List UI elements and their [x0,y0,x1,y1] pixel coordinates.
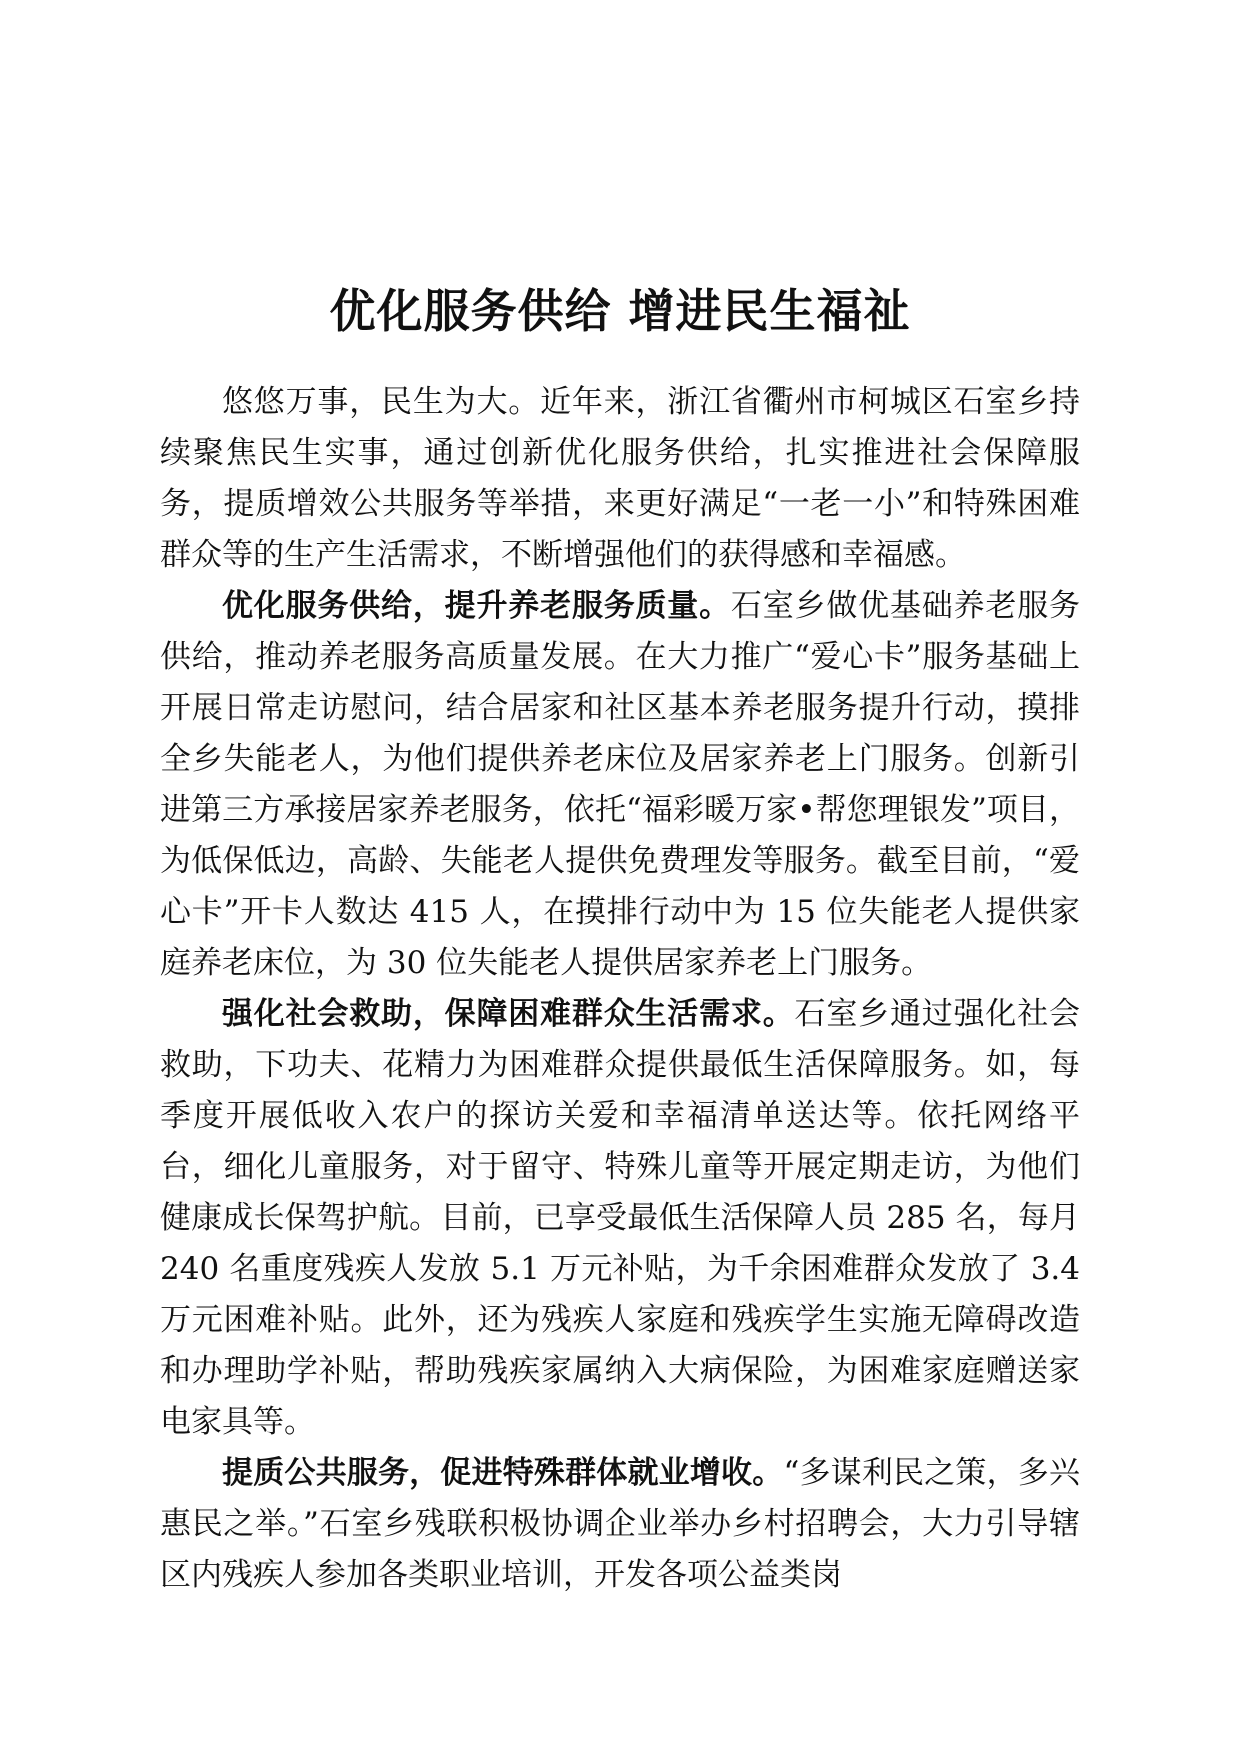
paragraph-text: “多谋利民之策，多兴惠民之举。”石室乡残联积极协调企业举办乡村招聘会，大力引导辖区内残疾人参加各类职业培训，开发各项公益类岗 [160,1455,1080,1593]
paragraph-lead: 提质公共服务，促进特殊群体就业增收。 [222,1455,784,1491]
paragraph-text: 悠悠万事，民生为大。近年来，浙江省衢州市柯城区石室乡持续聚焦民生实事，通过创新优化服务供给，扎实推进社会保障服务，提质增效公共服务等举措，来更好满足“一老一小”和特殊困难群众等的生产生活需求，不断增强他们的获得感和幸福感。 [160,384,1080,573]
document-title: 优化服务供给 增进民生福祉 [329,283,911,338]
paragraph-text: 石室乡做优基础养老服务供给，推动养老服务高质量发展。在大力推广“爱心卡”服务基础上开展日常走访慰问，结合居家和社区基本养老服务提升行动，摸排全乡失能老人，为他们提供养老床位及居家养老上门服务。创新引进第三方承接居家养老服务，依托“福彩暖万家•帮您理银发”项目，为低保低边，高龄、失能老人提供免费理发等服务。截至目前，“爱心卡”开卡人数达 415 人，在摸排行动中为 15 位失能老人提供家庭养老床位，为 30 位失能老人提供居家养老上门服务。 [160,588,1080,981]
paragraph-social-assistance [160,989,1080,1448]
paragraph-elderly-care [160,581,1080,989]
paragraph-intro [160,377,1080,581]
paragraph-public-service [160,1448,1080,1601]
paragraph-text: 石室乡通过强化社会救助，下功夫、花精力为困难群众提供最低生活保障服务。如，每季度开展低收入农户的探访关爱和幸福清单送达等。依托网络平台，细化儿童服务，对于留守、特殊儿童等开展定期走访，为他们健康成长保驾护航。目前，已享受最低生活保障人员 285 名，每月 240 名重度残疾人发放 5.1 万元补贴，为千余困难群众发放了 3.4 万元困难补贴。此外，还为残疾人家庭和残疾学生实施无障碍改造和办理助学补贴，帮助残疾家属纳入大病保险，为困难家庭赠送家电家具等。 [160,996,1081,1440]
paragraph-lead: 优化服务供给，提升养老服务质量。 [222,588,731,624]
document-body [160,377,1080,1601]
paragraph-lead: 强化社会救助，保障困难群众生活需求。 [222,996,795,1032]
